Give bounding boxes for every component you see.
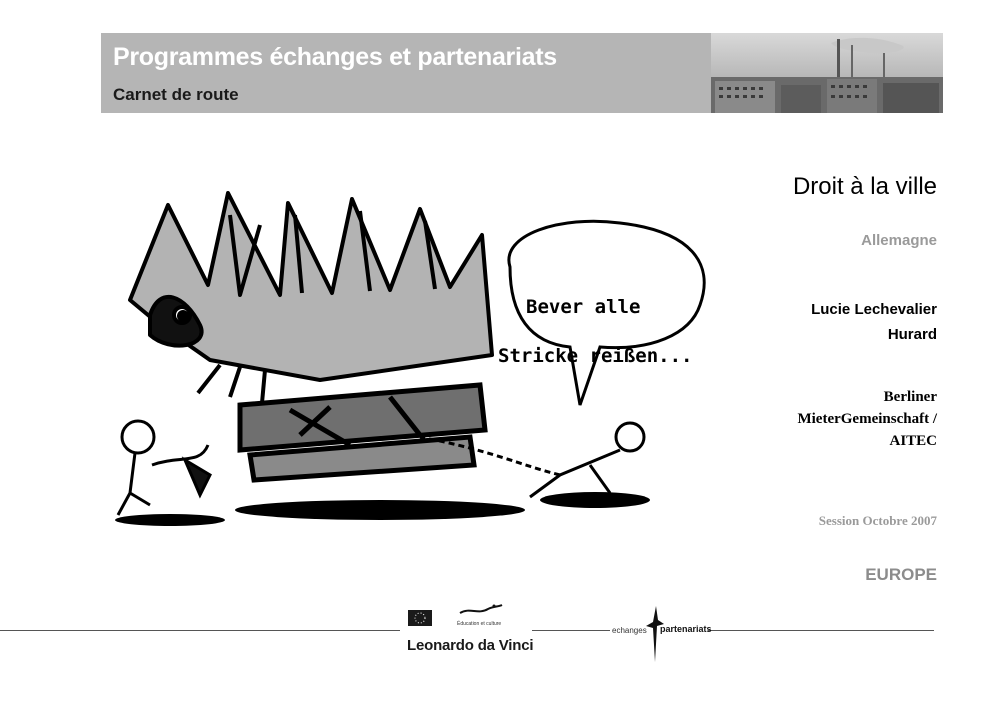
footer-logos [0,600,992,670]
echanges-label: echanges [612,626,647,635]
industrial-city-photo [711,33,943,113]
document-title: Droit à la ville [792,173,937,200]
organization-name [797,386,937,452]
author-line-2: Hurard [887,326,937,343]
session-label: Session Octobre 2007 [818,513,937,528]
leonardo-da-vinci-label: Leonardo da Vinci [407,637,534,654]
page-title: Programmes échanges et partenariats [113,43,557,71]
divider-right [708,630,934,631]
eu-flag-icon [408,610,432,626]
country-label: Allemagne [861,232,937,249]
speech-line-2: Stricke reißen... [498,345,693,367]
page-subtitle: Carnet de route [113,85,239,104]
region-label: EUROPE [865,565,937,584]
org-line-2: MieterGemeinschaft / [797,411,937,427]
bird-logo-icon [458,603,504,619]
header-banner [101,33,943,113]
author-line-1: Lucie Lechevalier [811,301,937,318]
divider-left [0,630,400,631]
education-culture-label: Éducation et culture [457,621,502,627]
author-name [811,297,937,347]
cartoon-rent-icon [90,175,710,550]
org-line-3: AITEC [889,433,937,449]
divider-middle [532,630,610,631]
org-line-1: Berliner [883,389,937,405]
partenariats-label: partenariats [660,624,712,634]
speech-line-1: Bever alle [526,296,641,318]
